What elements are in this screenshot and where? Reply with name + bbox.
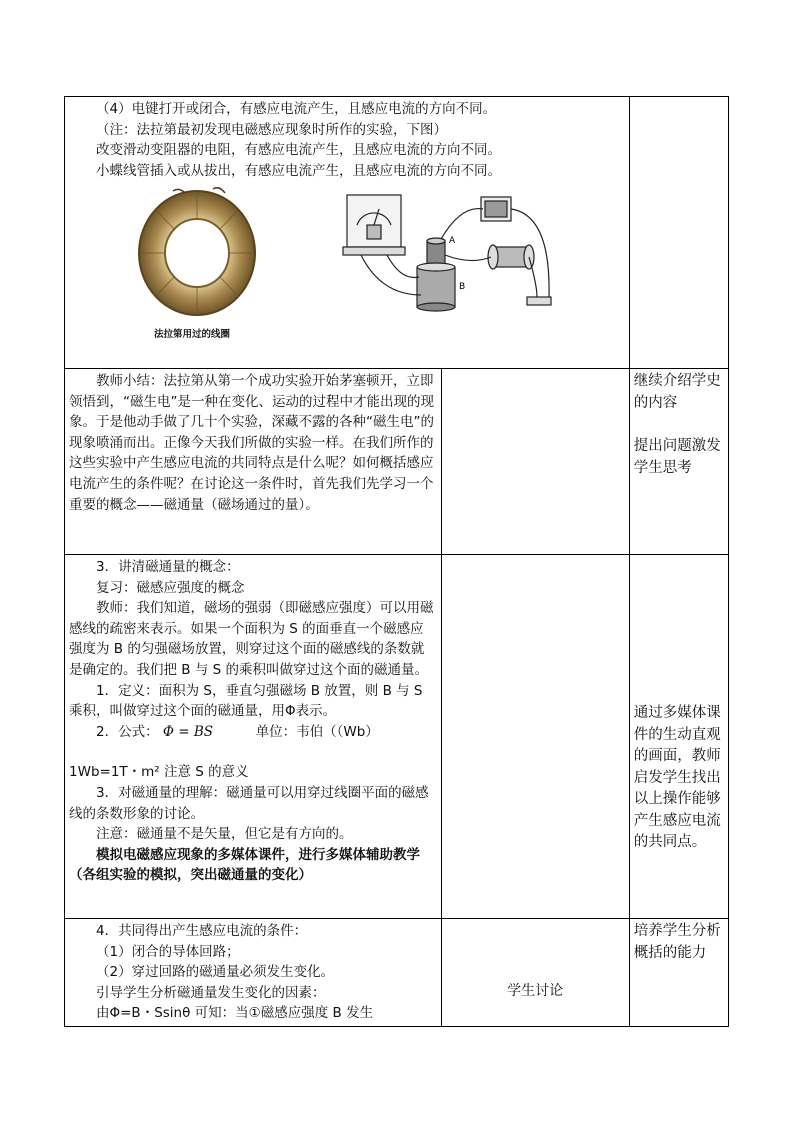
- formula-prefix: 2．公式：: [96, 723, 159, 740]
- side-cell: [629, 97, 728, 369]
- text-line: 改变滑动变阻器的电阻，有感应电流产生，且感应电流的方向不同。: [96, 142, 501, 159]
- middle-cell: [441, 369, 629, 555]
- content-cell: [65, 369, 442, 555]
- text-line: 教师：我们知道，磁场的强弱（即磁感应强度）可以用磁感线的疏密来表示。如果一个面积为 S 的面垂直一个磁感应强度为 B 的匀强磁场放置，则穿过这个面的磁感线的条数就是确定的。我们把 B 与 S 的乘积叫做穿过这个面的磁通量。: [69, 600, 434, 678]
- text-line: 注意：磁通量不是矢量，但它是有方向的。: [96, 826, 353, 843]
- table-row: [65, 369, 729, 555]
- side-note: 通过多媒体课件的生动直观的画面，教师启发学生找出以上操作能够产生感应电流的共同点。: [633, 705, 721, 850]
- lesson-table: [64, 96, 729, 1027]
- label-a: A: [449, 236, 456, 247]
- text-line: 3．对磁通量的理解：磁通量可以用穿过线圈平面的磁感线的条数形象的讨论。: [69, 784, 429, 822]
- text-line: 引导学生分析磁通量发生变化的因素：: [96, 984, 326, 1001]
- section-heading: 4．共同得出产生感应电流的条件：: [96, 923, 308, 939]
- apparatus-illustration: [341, 185, 561, 325]
- text-line: 复习：磁感应强度的概念: [96, 579, 245, 596]
- figure-caption: 法拉第用过的线圈: [154, 329, 231, 341]
- middle-cell: [441, 555, 629, 919]
- section-heading: 3．讲清磁通量的概念：: [96, 559, 240, 575]
- text-line: 由Φ=B・Ssinθ 可知：当①磁感应强度 B 发生: [96, 1005, 374, 1022]
- content-cell: [65, 555, 442, 919]
- side-note: 培养学生分析概括的能力: [633, 923, 721, 961]
- text-line: （1）闭合的导体回路；: [96, 943, 240, 960]
- text-line: （注：法拉第最初发现电磁感应现象时所作的实验，下图）: [96, 121, 447, 138]
- table-row: [65, 97, 729, 369]
- bold-text: 模拟电磁感应现象的多媒体课件，进行多媒体辅助教学（各组实验的模拟，突出磁通量的变化）: [69, 846, 420, 884]
- formula-line: [69, 722, 437, 743]
- table-row: [65, 555, 729, 919]
- unit-text: 单位：韦伯（（Wb）: [255, 723, 379, 740]
- text-line: （4）电键打开或闭合，有感应电流产生，且感应电流的方向不同。: [96, 101, 497, 117]
- teacher-summary: 教师小结：法拉第从第一个成功实验开始茅塞顿开，立即领悟到，“磁生电”是一种在变化、运动的过程中才能出现的现象。于是他动手做了几十个实验，深藏不露的各种“磁生电”的现象喷涌而出。正像今天我们所做的实验一样。在我们所作的这些实验中产生感应电流的共同特点是什么呢？如何概括感应电流产生的条件呢？在讨论这一条件时，首先我们先学习一个重要的概念——磁通量（磁场通过的量）。: [69, 373, 434, 513]
- table-row: [65, 919, 729, 1027]
- middle-cell: [441, 919, 629, 1027]
- text-line: 1Wb=1T・m² 注意 S 的意义: [69, 764, 249, 781]
- side-note: 提出问题激发学生思考: [633, 438, 721, 476]
- side-cell: [629, 369, 728, 555]
- student-discussion: 学生讨论: [507, 983, 564, 999]
- figure-area: [69, 181, 625, 341]
- side-cell: [629, 919, 728, 1027]
- coil-ring-illustration: [133, 187, 263, 327]
- content-cell: [65, 919, 442, 1027]
- text-line: （2）穿过回路的磁通量必须发生变化。: [96, 964, 335, 981]
- content-cell: [65, 97, 630, 369]
- side-cell: [629, 555, 728, 919]
- label-b: B: [459, 282, 466, 293]
- side-note: 继续介绍学史的内容: [633, 373, 721, 411]
- formula: Φ = BS: [162, 723, 214, 740]
- text-line: 小蝶线管插入或从拔出，有感应电流产生，且感应电流的方向不同。: [96, 162, 501, 179]
- definition-line: 1．定义：面积为 S，垂直匀强磁场 B 放置，则 B 与 S 乘积，叫做穿过这个面的磁通量，用Φ表示。: [69, 682, 423, 720]
